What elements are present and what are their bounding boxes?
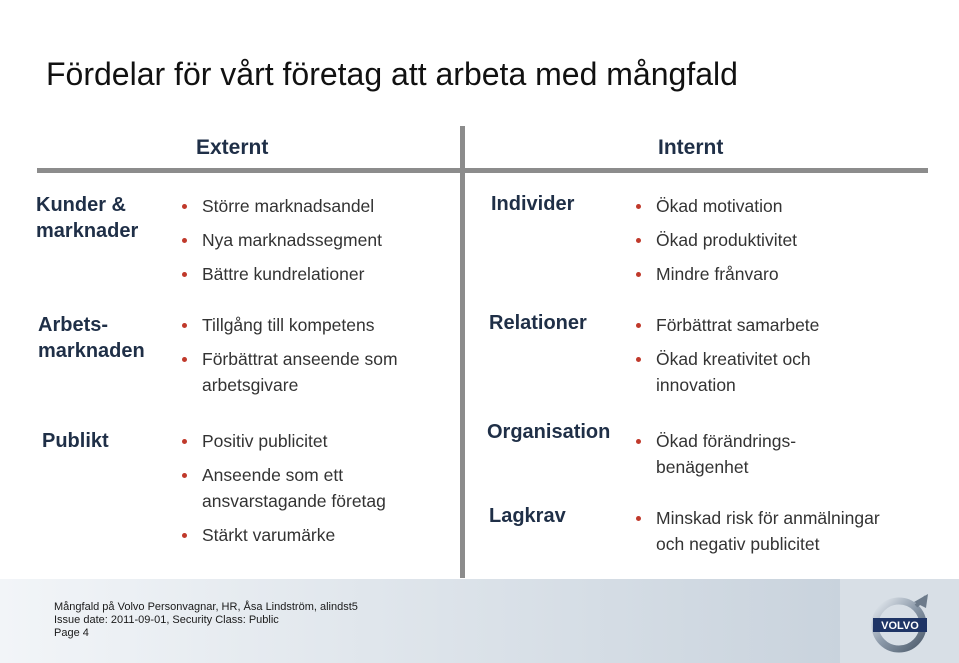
footer-author: Mångfald på Volvo Personvagnar, HR, Åsa Lindström, alindst5 — [54, 601, 358, 613]
bullet-list-relations — [632, 312, 819, 406]
column-heading-internal: Internt — [658, 136, 724, 159]
list-item: Större marknadsandel — [178, 193, 382, 219]
bullet-list-individuals — [632, 193, 797, 295]
list-item: Förbättrat anseende som — [178, 346, 398, 372]
list-item: och negativ publicitet — [656, 534, 820, 554]
slide-title: Fördelar för vårt företag att arbeta med mångfald — [46, 56, 738, 92]
list-item: Bättre kundrelationer — [178, 261, 382, 287]
footer-band — [0, 579, 959, 663]
footer-page-number: Page 4 — [54, 627, 89, 639]
list-item: Ökad förändrings- — [632, 428, 796, 454]
column-heading-external: Externt — [196, 136, 269, 159]
row-heading-public: Publikt — [42, 430, 109, 452]
list-item: Tillgång till kompetens — [178, 312, 398, 338]
vertical-divider — [460, 126, 465, 578]
bullet-list-customers-markets — [178, 193, 382, 295]
list-item: ansvarstagande företag — [202, 491, 386, 511]
list-item: Anseende som ett — [178, 462, 386, 488]
list-item: Positiv publicitet — [178, 428, 386, 454]
list-item: Ökad produktivitet — [632, 227, 797, 253]
bullet-list-organisation — [632, 428, 796, 488]
footer-text — [54, 601, 358, 640]
list-item: Minskad risk för anmälningar — [632, 505, 880, 531]
row-heading-legal-requirements: Lagkrav — [489, 505, 566, 527]
row-heading-relations: Relationer — [489, 312, 587, 334]
footer-issue-date: Issue date: 2011-09-01, Security Class: Public — [54, 614, 279, 626]
list-item: Stärkt varumärke — [178, 522, 386, 548]
bullet-list-public — [178, 428, 386, 556]
logo-text: VOLVO — [881, 620, 919, 632]
row-heading-individuals: Individer — [491, 193, 575, 215]
row-heading-customers-markets: Kunder & marknader — [36, 194, 139, 242]
horizontal-divider — [37, 168, 928, 173]
bullet-list-legal-requirements — [632, 505, 880, 565]
list-item: benägenhet — [656, 457, 749, 477]
volvo-iron-mark-icon — [870, 592, 932, 654]
list-item: Förbättrat samarbete — [632, 312, 819, 338]
list-item: Nya marknadssegment — [178, 227, 382, 253]
list-item: innovation — [656, 375, 736, 395]
row-heading-labor-market: Arbets- marknaden — [38, 314, 145, 362]
list-item: Ökad motivation — [632, 193, 797, 219]
list-item: arbetsgivare — [202, 375, 299, 395]
row-heading-organisation: Organisation — [487, 421, 611, 443]
list-item: Ökad kreativitet och — [632, 346, 819, 372]
bullet-list-labor-market — [178, 312, 398, 406]
list-item: Mindre frånvaro — [632, 261, 797, 287]
